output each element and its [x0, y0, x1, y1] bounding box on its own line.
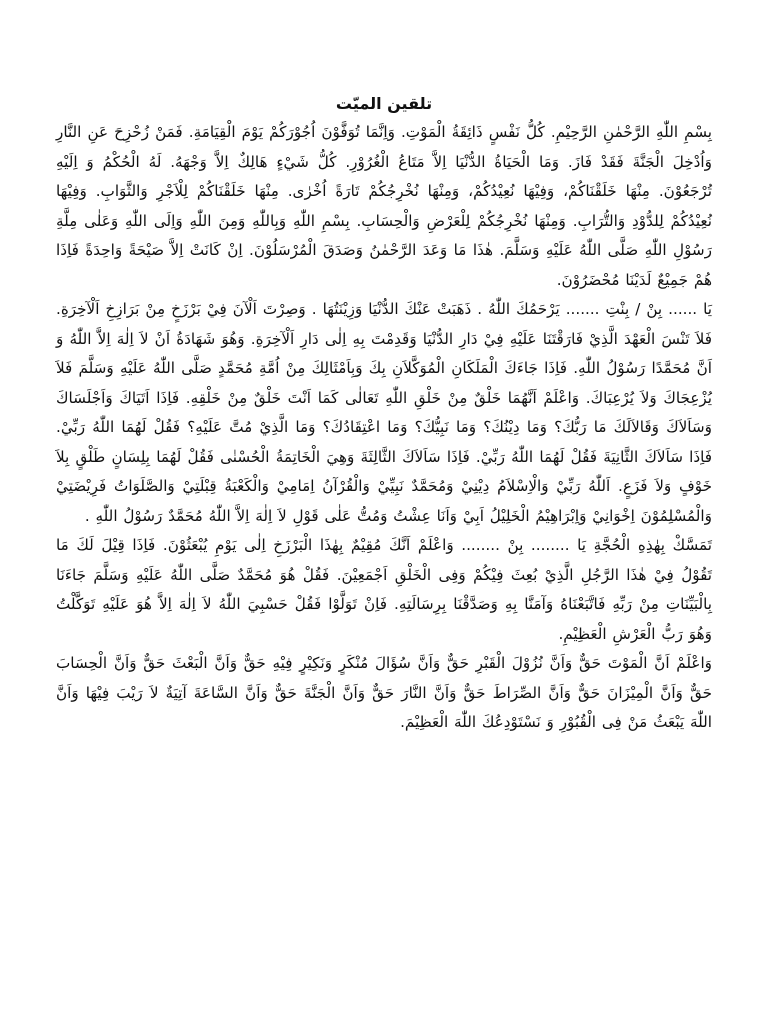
paragraph-hold-to-proof: تَمَسَّكْ بِهٰذِهِ الْحُجَّةِ يَا ........ بِنْ ........ وَاعْلَمْ اَنَّكَ مُقِيْمٌ بِهٰذَا الْبَرْزَخِ اِلٰى يَوْمِ يُبْعَثُوْنَ. فَاِذَا قِيْلَ لَكَ مَا تَقُوْلُ فِيْ هٰذَا الرَّجُلِ الَّذِيْ بُعِثَ فِيْكُمْ وَفِى الْخَلْقِ اَجْمَعِيْنَ. فَقُلْ هُوَ مُحَمَّدٌ صَلَّى اللّٰهُ عَلَيْهِ وَسَلَّمَ جَاءَنَا بِالْبَيِّنَاتِ مِنْ رَبِّهِ فَاتَّبَعْنَاهُ وَآمَنَّا بِهِ وَصَدَّقْنَا بِرِسَالَتِهِ. فَاِنْ تَوَلَّوْا فَقُلْ حَسْبِيَ اللّٰهُ لاَ اِلٰهَ اِلاَّ هُوَ عَلَيْهِ تَوَكَّلْتُ وَهُوَ رَبُّ الْعَرْشِ الْعَظِيْمِ. — [56, 536, 712, 643]
paragraph-closing-affirmations: وَاعْلَمْ اَنَّ الْمَوْتَ حَقٌّ وَاَنَّ نُزُوْلَ الْقَبْرِ حَقٌّ وَاَنَّ سُؤَالَ مُنْكَرٍ وَنَكِيْرٍ فِيْهِ حَقٌّ وَاَنَّ الْبَعْثَ حَقٌّ وَاَنَّ الْحِسَابَ حَقٌّ وَاَنَّ الْمِيْزَانَ حَقٌّ وَاَنَّ الصِّرَاطَ حَقٌّ وَاَنَّ النَّارَ حَقٌّ وَاَنَّ الْجَنَّةَ حَقٌّ وَاَنَّ السَّاعَةَ آتِيَةٌ لاَ رَيْبَ فِيْهَا وَاَنَّ اللّٰهَ يَبْعَثُ مَنْ فِى الْقُبُوْرِ وَ نَسْتَوْدِعُكَ اللّٰهَ الْعَظِيْمَ. — [56, 654, 712, 731]
paragraph-opening-verses: بِسْمِ اللّٰهِ الرَّحْمٰنِ الرَّحِيْمِ. كُلُّ نَفْسٍ ذَائِقَةُ الْمَوْتِ. وَاِنَّمَا تُوَفَّوْنَ اُجُوْرَكُمْ يَوْمَ الْقِيَامَةِ. فَمَنْ زُحْزِحَ عَنِ النَّارِ وَاُدْخِلَ الْجَنَّةَ فَقَدْ فَازَ. وَمَا الْحَيَاةُ الدُّنْيَا اِلاَّ مَتَاعُ الْغُرُوْرِ. كُلُّ شَيْءٍ هَالِكٌ اِلاَّ وَجْهَهُ. لَهُ الْحُكْمُ وَ اِلَيْهِ تُرْجَعُوْنَ. مِنْهَا خَلَقْنَاكُمْ، وَفِيْهَا نُعِيْدُكُمْ، وَمِنْهَا نُخْرِجُكُمْ تَارَةً اُخْرٰى. مِنْهَا خَلَقْنَاكُمْ لِلْاَجْرِ وَالثَّوَابِ. وَفِيْهَا نُعِيْدُكُمْ لِلدُّوْدِ وَالتُّرَابِ. وَمِنْهَا نُخْرِجُكُمْ لِلْعَرْضِ وَالْحِسَابِ. بِسْمِ اللّٰهِ وَبِاللّٰهِ وَمِنَ اللّٰهِ وَاِلَى اللّٰهِ وَعَلٰى مِلَّةِ رَسُوْلِ اللّٰهِ صَلَّى اللّٰهُ عَلَيْهِ وَسَلَّمَ. هٰذَا مَا وَعَدَ الرَّحْمٰنُ وَصَدَقَ الْمُرْسَلُوْنَ. اِنْ كَانَتْ اِلاَّ صَيْحَةً وَاحِدَةً فَاِذَا هُمْ جَمِيْعٌ لَدَيْنَا مُحْضَرُوْنَ. — [56, 123, 712, 289]
paragraph-address-to-deceased: يَا ...... بِنْ / بِنْتِ ....... يَرْحَمُكَ اللّٰهُ . ذَهَبَتْ عَنْكَ الدُّنْيَا وَزِيْنَتُهَا . وَصِرْتَ اَلْآنَ فِيْ بَرْزَخٍ مِنْ بَرَازِخِ اَلْآخِرَةِ. فَلاَ تَنْسَ الْعَهْدَ الَّذِيْ فَارَقْتَنَا عَلَيْهِ فِيْ دَارِ الدُّنْيَا وَقَدِمْتَ بِهِ اِلٰى دَارِ اَلْآخِرَةِ. وَهُوَ شَهَادَةُ اَنْ لاَ اِلٰهَ اِلاَّ اللّٰهُ وَ اَنَّ مُحَمَّدًا رَسُوْلُ اللّٰهِ. فَاِذَا جَاءَكَ الْمَلَكَانِ الْمُوَكَّلاَنِ بِكَ وَبِاَمْثَالِكَ مِنْ اُمَّةِ مُحَمَّدٍ صَلَّى اللّٰهُ عَلَيْهِ وَسَلَّمَ فَلاَ يُزْعِجَاكَ وَلاَ يُرْعِبَاكَ. وَاعْلَمْ اَنَّهُمَا خَلْقٌ مِنْ خَلْقِ اللّٰهِ تَعَالٰى كَمَا اَنْتَ خَلْقٌ مِنْ خَلْقِهِ. فَاِذَا اَتَيَاكَ وَاَجْلَسَاكَ وَسَاَلاَكَ وَقَالاَلَكَ مَا رَبُّكَ؟ وَمَا دِيْنُكَ؟ وَمَا نَبِيُّكَ؟ وَمَا اعْتِقَادُكَ؟ وَمَا الَّذِيْ مُتَّ عَلَيْهِ؟ فَقُلْ لَهُمَا اللّٰهُ رَبِّيْ. فَاِذَا سَاَلاَكَ الثَّانِيَةَ فَقُلْ لَهُمَا اللّٰهُ رَبِّيْ. فَاِذَا سَاَلاَكَ الثَّالِثَةَ وَهِيَ الْخَاتِمَةُ الْحُسْنٰى فَقُلْ لَهُمَا بِلِسَانٍ طَلْقٍ بِلاَ خَوْفٍ وَلاَ فَزَعٍ. اَللّٰهُ رَبِّيْ وَالْاِسْلاَمُ دِيْنِيْ وَمُحَمَّدٌ نَبِيِّيْ وَالْقُرْآنُ اِمَامِيْ وَالْكَعْبَةُ قِبْلَتِيْ وَالصَّلَوَاتُ فَرِيْضَتِيْ وَالْمُسْلِمُوْنَ اِخْوَانِيْ وَاِبْرَاهِيْمُ الْخَلِيْلُ اَبِيْ وَاَنَا عِشْتُ وَمُتُّ عَلٰى قَوْلِ لاَ اِلٰهَ اِلاَّ اللّٰهُ مُحَمَّدٌ رَسُوْلُ اللّٰهِ . — [56, 300, 712, 525]
document-title: تلقين الميّت — [335, 94, 433, 113]
